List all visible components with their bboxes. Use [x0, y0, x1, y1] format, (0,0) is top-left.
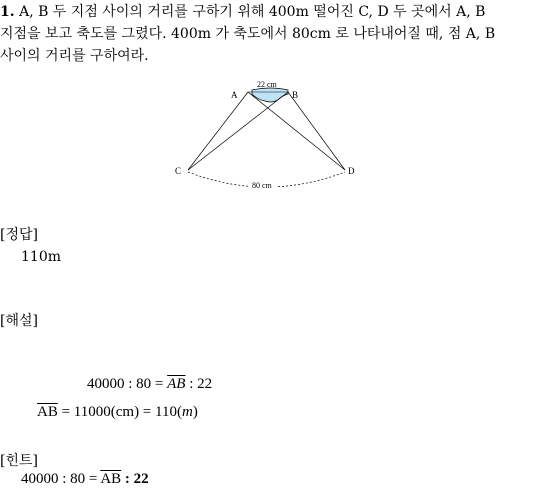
answer-heading: [정답]: [0, 227, 38, 243]
question-line-3: 사이의 거리를 구하여라.: [0, 48, 149, 64]
explanation-equation-1: 40000 : $80 = \overline{AB}$ : 22: [87, 376, 213, 392]
segment-ab: $\overline{AB}$: [167, 376, 186, 392]
explanation-equation-2: $\overline{AB} = 11000(cm) = 110(m)$: [37, 404, 198, 420]
answer-value: 110m: [21, 249, 61, 265]
label-d: D: [348, 166, 355, 176]
label-cd-length: 80 cm: [252, 181, 272, 190]
hint-heading: [힌트]: [0, 453, 38, 469]
question-number: 1.: [0, 4, 15, 20]
label-ab-length: 22 cm: [257, 80, 277, 89]
segment-ab: $\overline{AB}$: [37, 404, 58, 420]
label-a: A: [231, 90, 238, 100]
segment-ab: $\overline{AB}$: [100, 471, 122, 487]
line-c-b: [188, 92, 288, 170]
question-line-2: 지점을 보고 축도를 그렸다. 400m 가 축도에서 80cm 로 나타내어질 때, 점 A, B: [0, 26, 496, 42]
line-c-a: [188, 92, 248, 170]
label-b: B: [292, 90, 299, 100]
label-c: C: [175, 166, 182, 176]
question-text-1: A, B 두 지점 사이의 거리를 구하기 위해 400m 떨어진 C, D 두 곳에서 A, B: [19, 4, 486, 20]
explanation-heading: [해설]: [0, 313, 38, 329]
hint-equation: 40000 : $80 = \overline{AB}$ : 22: [21, 471, 149, 487]
scale-diagram: [170, 76, 370, 196]
question-line-1: [0, 2, 485, 22]
